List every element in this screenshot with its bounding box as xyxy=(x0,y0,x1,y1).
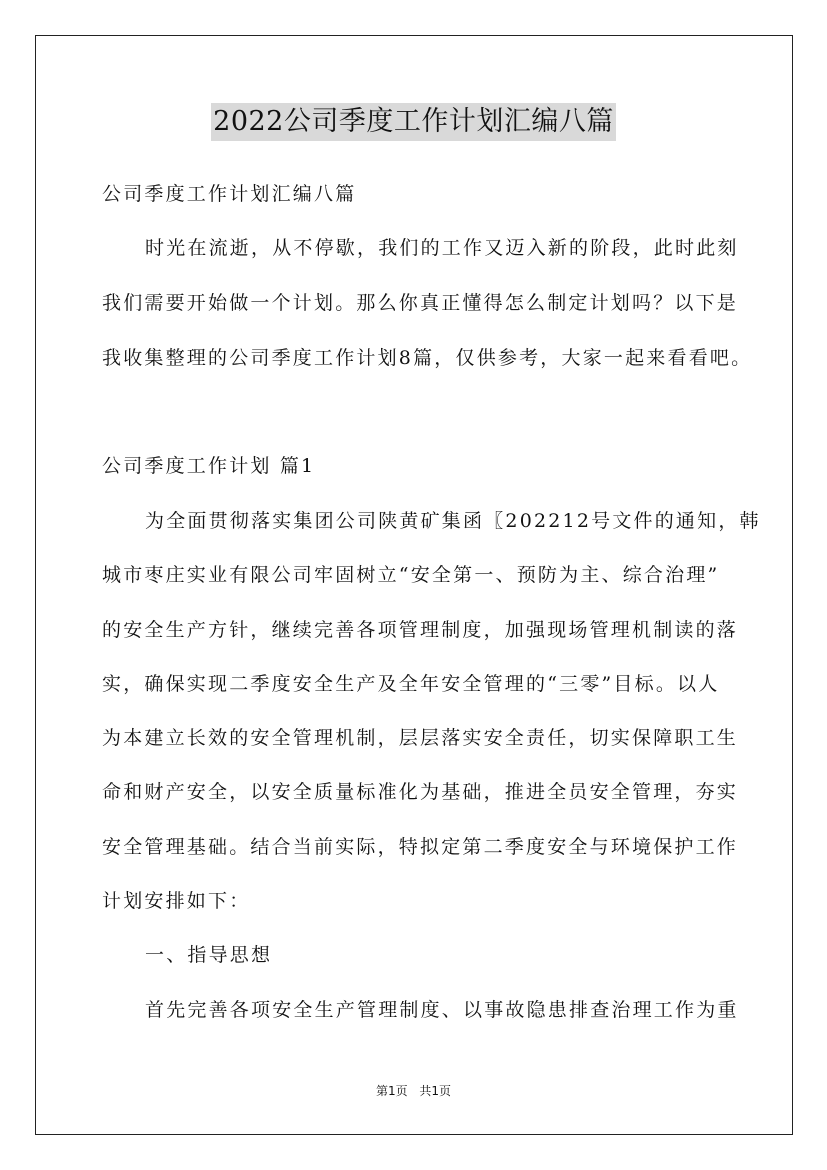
body-line: 安全管理基础。结合当前实际，特拟定第二季度安全与环境保护工作 xyxy=(102,836,739,858)
body-line: 城市枣庄实业有限公司牢固树立“安全第一、预防为主、综合治理” xyxy=(102,564,720,586)
subheading: 一、指导思想 xyxy=(145,944,273,966)
body-line: 为本建立长效的安全管理机制，层层落实安全责任，切实保障职工生 xyxy=(102,727,739,749)
intro-line: 我们需要开始做一个计划。那么你真正懂得怎么制定计划吗？以下是 xyxy=(102,292,739,314)
body-line: 计划安排如下： xyxy=(102,890,251,912)
section-heading: 公司季度工作计划 篇1 xyxy=(102,455,316,477)
body-line: 为全面贯彻落实集团公司陕黄矿集函〖202212号文件的通知，韩 xyxy=(145,510,761,532)
title-container xyxy=(0,103,827,141)
document-title: 2022公司季度工作计划汇编八篇 xyxy=(211,103,616,141)
body-line: 实，确保实现二季度安全生产及全年安全管理的“三零”目标。以人 xyxy=(102,673,720,695)
document-subtitle: 公司季度工作计划汇编八篇 xyxy=(102,183,357,205)
page-footer xyxy=(0,1083,827,1099)
body-line: 命和财产安全，以安全质量标准化为基础，推进全员安全管理，夯实 xyxy=(102,781,739,803)
body-line: 的安全生产方针，继续完善各项管理制度，加强现场管理机制读的落 xyxy=(102,619,739,641)
intro-line: 我收集整理的公司季度工作计划8篇，仅供参考，大家一起来看看吧。 xyxy=(102,347,753,369)
page-number: 第1页 xyxy=(375,1084,408,1098)
page-total: 共1页 xyxy=(419,1084,452,1098)
intro-line: 时光在流逝，从不停歇，我们的工作又迈入新的阶段，此时此刻 xyxy=(145,237,739,259)
body-line: 首先完善各项安全生产管理制度、以事故隐患排查治理工作为重 xyxy=(145,999,739,1021)
